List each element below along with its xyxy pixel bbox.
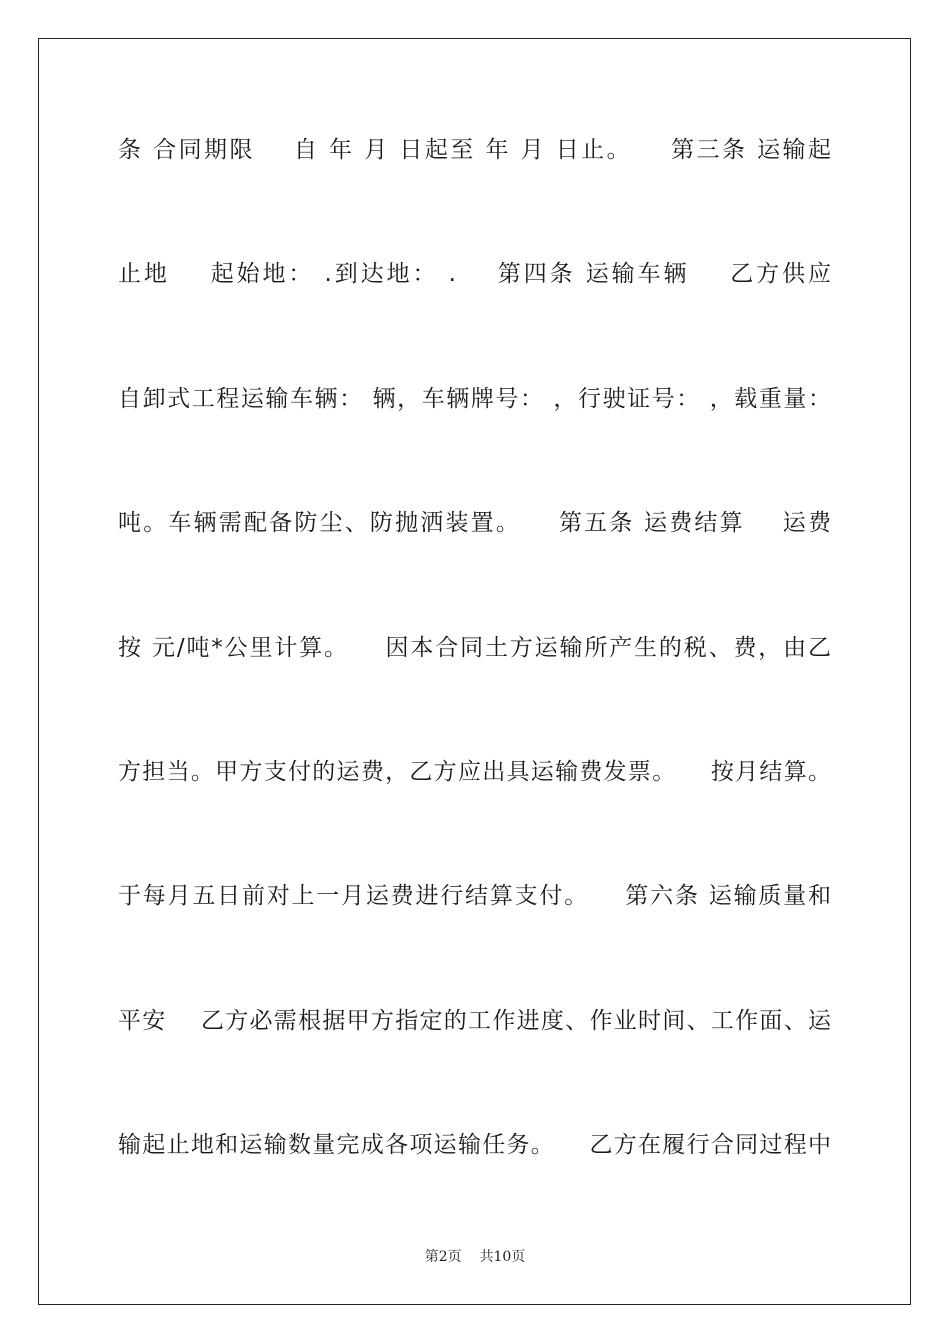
body-text-line: 按 元/吨*公里计算。 因本合同土方运输所产生的税、费，由乙 (118, 635, 832, 661)
body-text-line: 条 合同期限 自 年 月 日起至 年 月 日止。 第三条 运输起 (118, 137, 832, 163)
page-border (38, 38, 911, 1305)
body-text-line: 吨。车辆需配备防尘、防抛洒装置。 第五条 运费结算 运费 (118, 510, 832, 536)
page-footer (0, 1248, 950, 1266)
body-text-line: 平安 乙方必需根据甲方指定的工作进度、作业时间、工作面、运 (118, 1008, 832, 1034)
body-text-line: 输起止地和运输数量完成各项运输任务。 乙方在履行合同过程中 (118, 1132, 832, 1158)
footer-spacer (462, 1249, 480, 1265)
body-text-line: 方担当。甲方支付的运费，乙方应出具运输费发票。 按月结算。 (118, 759, 832, 785)
body-text-line: 自卸式工程运输车辆： 辆，车辆牌号： ，行驶证号： ，载重量： (118, 386, 832, 412)
body-text-line: 于每月五日前对上一月运费进行结算支付。 第六条 运输质量和 (118, 883, 832, 909)
body-text-line: 止地 起始地： .到达地： . 第四条 运输车辆 乙方供应 (118, 261, 832, 287)
page-number: 第2页 (424, 1249, 462, 1265)
total-pages: 共10页 (479, 1249, 526, 1265)
